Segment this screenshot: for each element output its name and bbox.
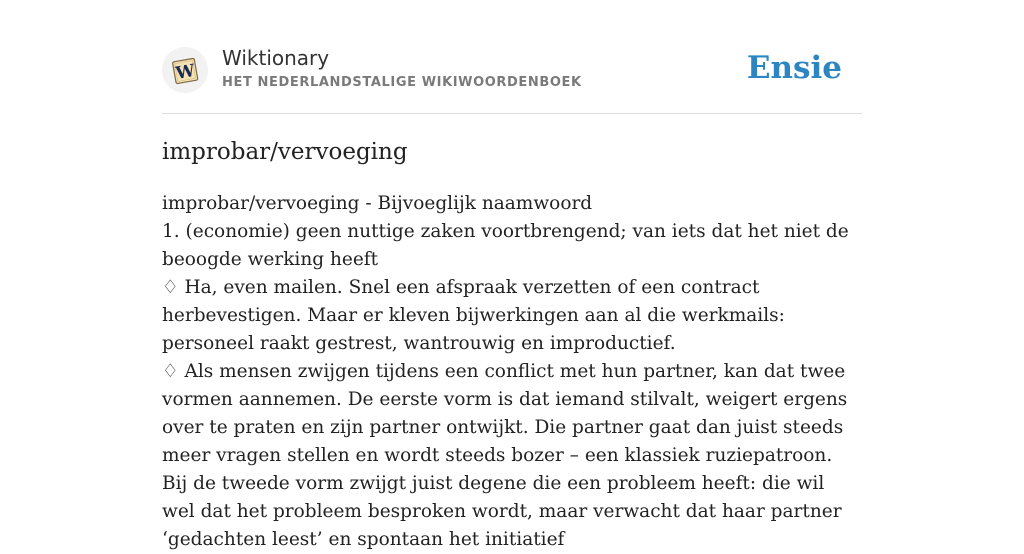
page-title: improbar/vervoeging: [162, 139, 408, 165]
site-header: [162, 0, 862, 114]
logo-letter: W: [174, 60, 197, 84]
page: [162, 0, 862, 550]
brand-logo[interactable]: Ensie: [746, 50, 842, 86]
wiktionary-logo-graphic: [162, 47, 208, 93]
wiktionary-logo-icon[interactable]: [162, 47, 208, 93]
example-sentence: ♢ Als mensen zwijgen tijdens een conflict met hun partner, kan dat twee vormen aannemen. De eerste vorm is dat iemand stilvalt, weigert ergens over te praten en zijn partner ontwijkt. Die partner gaat dan juist steeds meer vragen stellen en wordt steeds bozer – een klassiek ruziepatroon. Bij de tweede vorm zwijgt juist degene die een probleem heeft: die wil wel dat het probleem besproken wordt, maar verwacht dat haar partner ‘gedachten leest’ en spontaan het initiatief: [162, 361, 848, 550]
article-content: [162, 190, 862, 554]
site-tagline: HET NEDERLANDSTALIGE WIKIWOORDENBOEK: [222, 75, 582, 90]
definition-line: 1. (economie) geen nuttige zaken voortbrengend; van iets dat het niet de beoogde werking heeft: [162, 221, 849, 270]
site-name[interactable]: Wiktionary: [222, 46, 330, 70]
example-sentence: ♢ Ha, even mailen. Snel een afspraak verzetten of een contract herbevestigen. Maar er kleven bijwerkingen aan al die werkmails: personeel raakt gestrest, wantrouwig en improductief.: [162, 277, 785, 354]
definition-heading: improbar/vervoeging - Bijvoeglijk naamwoord: [162, 193, 593, 214]
